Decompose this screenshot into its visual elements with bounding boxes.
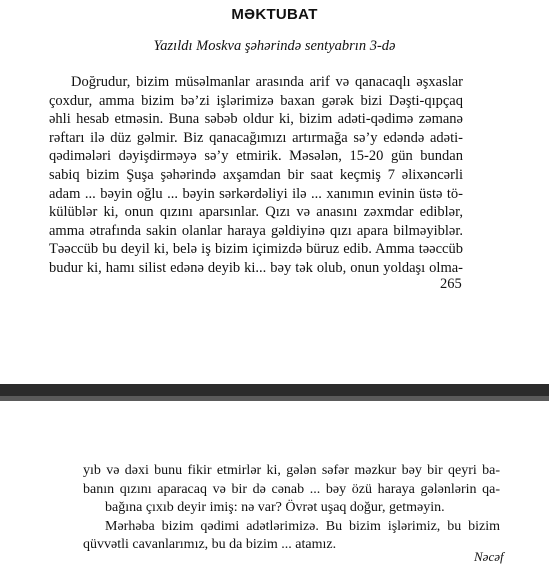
text-line: külüblər ki, onun qızını aparsınlar. Qızı və anasını zəxmdar ediblər, [49,204,463,221]
author-signature: Nəcəf [474,549,504,564]
text-line: rəftarı ilə düz gəlmir. Biz qanacağımızı artırmağa sə’y edəndə adəti- [49,129,463,146]
text-line: amma ətrafında sakin olanlar haraya gəldiyinə qızı apara bilməyiblər. [49,222,463,239]
text-line: banın qızını aparacaq və bir də cənab ... bəy özü haraya gələnlərin qa- [83,481,500,497]
body-text-page-1 [49,73,463,278]
text-line: əhli hesab etməsin. Buna səbəb oldur ki, bizim adəti-qədimə zəmanə [49,111,463,128]
text-line: Təəccüb bu deyil ki, belə iş bizim içimizdə büruz edib. Amma təəccüb [49,241,463,258]
text-line: Mərhəba bizim qədimi adətlərimizə. Bu bizim işlərimiz, bu bizim [105,518,500,534]
page-number: 265 [440,276,462,292]
text-line: çoxdur, amma bizim bə’zi işlərimizə baxan gərək bizi Dəşti-qıpçaq [49,92,463,109]
letter-title: MƏKTUBAT [231,6,318,23]
body-text-page-2 [83,462,500,555]
text-line: adam ... bəyin oğlu ... bəyin sərkərdəliyi ilə ... xanımın evinin üstə tö- [49,185,463,202]
text-line: qüvvətli cavanlarımız, bu da bizim ... atamız. [83,537,337,553]
text-line: budur ki, hamı silist edənə deyib ki... bəy tək olub, onun yoldaşı olma- [49,259,463,276]
text-line: yıb və dəxi bunu fikir etmirlər ki, gələn səfər məzkur bəy bir qeyri ba- [83,463,500,478]
page-divider [0,384,549,401]
letter-dateline: Yazıldı Moskva şəhərində sentyabrın 3-də [153,38,396,54]
text-line: sabiq bizim Şuşa şəhərində axşamdan bir saat keçmiş 7 əlixəncərli [49,166,463,183]
text-line: qədimələri dəyişdirməyə sə’y etmirik. Məsələn, 15-20 gün bundan [49,148,463,165]
text-line: Doğrudur, bizim müsəlmanlar arasında arif və qanacaqlı əşxaslar [71,74,463,90]
text-line: bağına çıxıb deyir imiş: nə var? Övrət uşaq doğur, getməyin. [105,500,445,516]
